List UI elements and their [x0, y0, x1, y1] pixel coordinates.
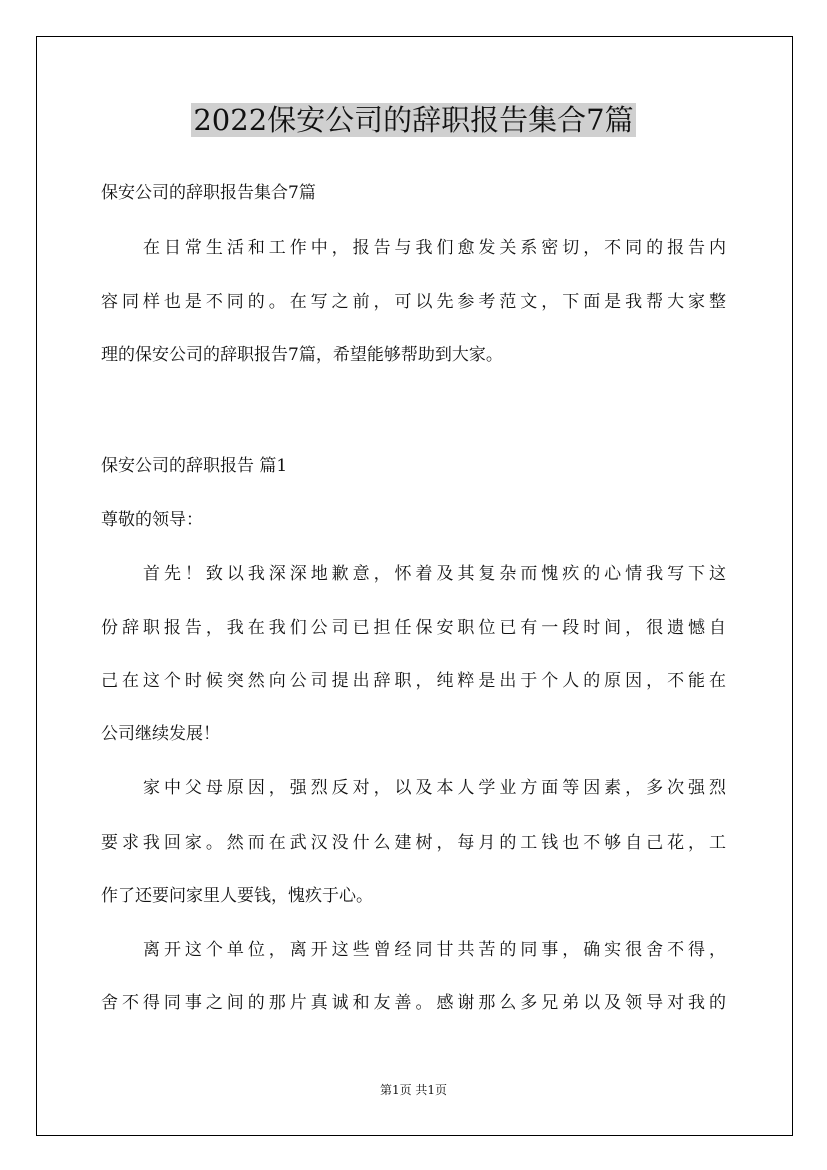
intro-line-1: 在日常生活和工作中，报告与我们愈发关系密切，不同的报告内	[143, 238, 726, 258]
document-title: 2022保安公司的辞职报告集合7篇	[193, 103, 634, 137]
body-line-3: 己在这个时候突然向公司提出辞职，纯粹是出于个人的原因，不能在	[101, 671, 726, 691]
body-line-1: 首先！致以我深深地歉意，怀着及其复杂而愧疚的心情我写下这	[143, 564, 726, 584]
body-line-5: 家中父母原因，强烈反对，以及本人学业方面等因素，多次强烈	[143, 778, 726, 798]
body-line-4: 公司继续发展！	[101, 724, 220, 744]
body-line-9: 舍不得同事之间的那片真诚和友善。感谢那么多兄弟以及领导对我的	[101, 993, 726, 1013]
section-heading: 保安公司的辞职报告 篇1	[101, 456, 288, 476]
intro-line-3: 理的保安公司的辞职报告7篇，希望能够帮助到大家。	[101, 345, 503, 365]
body-line-8: 离开这个单位，离开这些曾经同甘共苦的同事，确实很舍不得，	[143, 940, 726, 960]
subtitle-line: 保安公司的辞职报告集合7篇	[101, 183, 316, 203]
body-line-2: 份辞职报告，我在我们公司已担任保安职位已有一段时间，很遗憾自	[101, 618, 726, 638]
page-number: 第1页 共1页	[379, 1083, 448, 1097]
body-line-6: 要求我回家。然而在武汉没什么建树，每月的工钱也不够自己花，工	[101, 833, 726, 853]
intro-line-2: 容同样也是不同的。在写之前，可以先参考范文，下面是我帮大家整	[101, 292, 726, 312]
salutation: 尊敬的领导：	[101, 510, 203, 530]
body-line-7: 作了还要问家里人要钱，愧疚于心。	[101, 886, 373, 906]
